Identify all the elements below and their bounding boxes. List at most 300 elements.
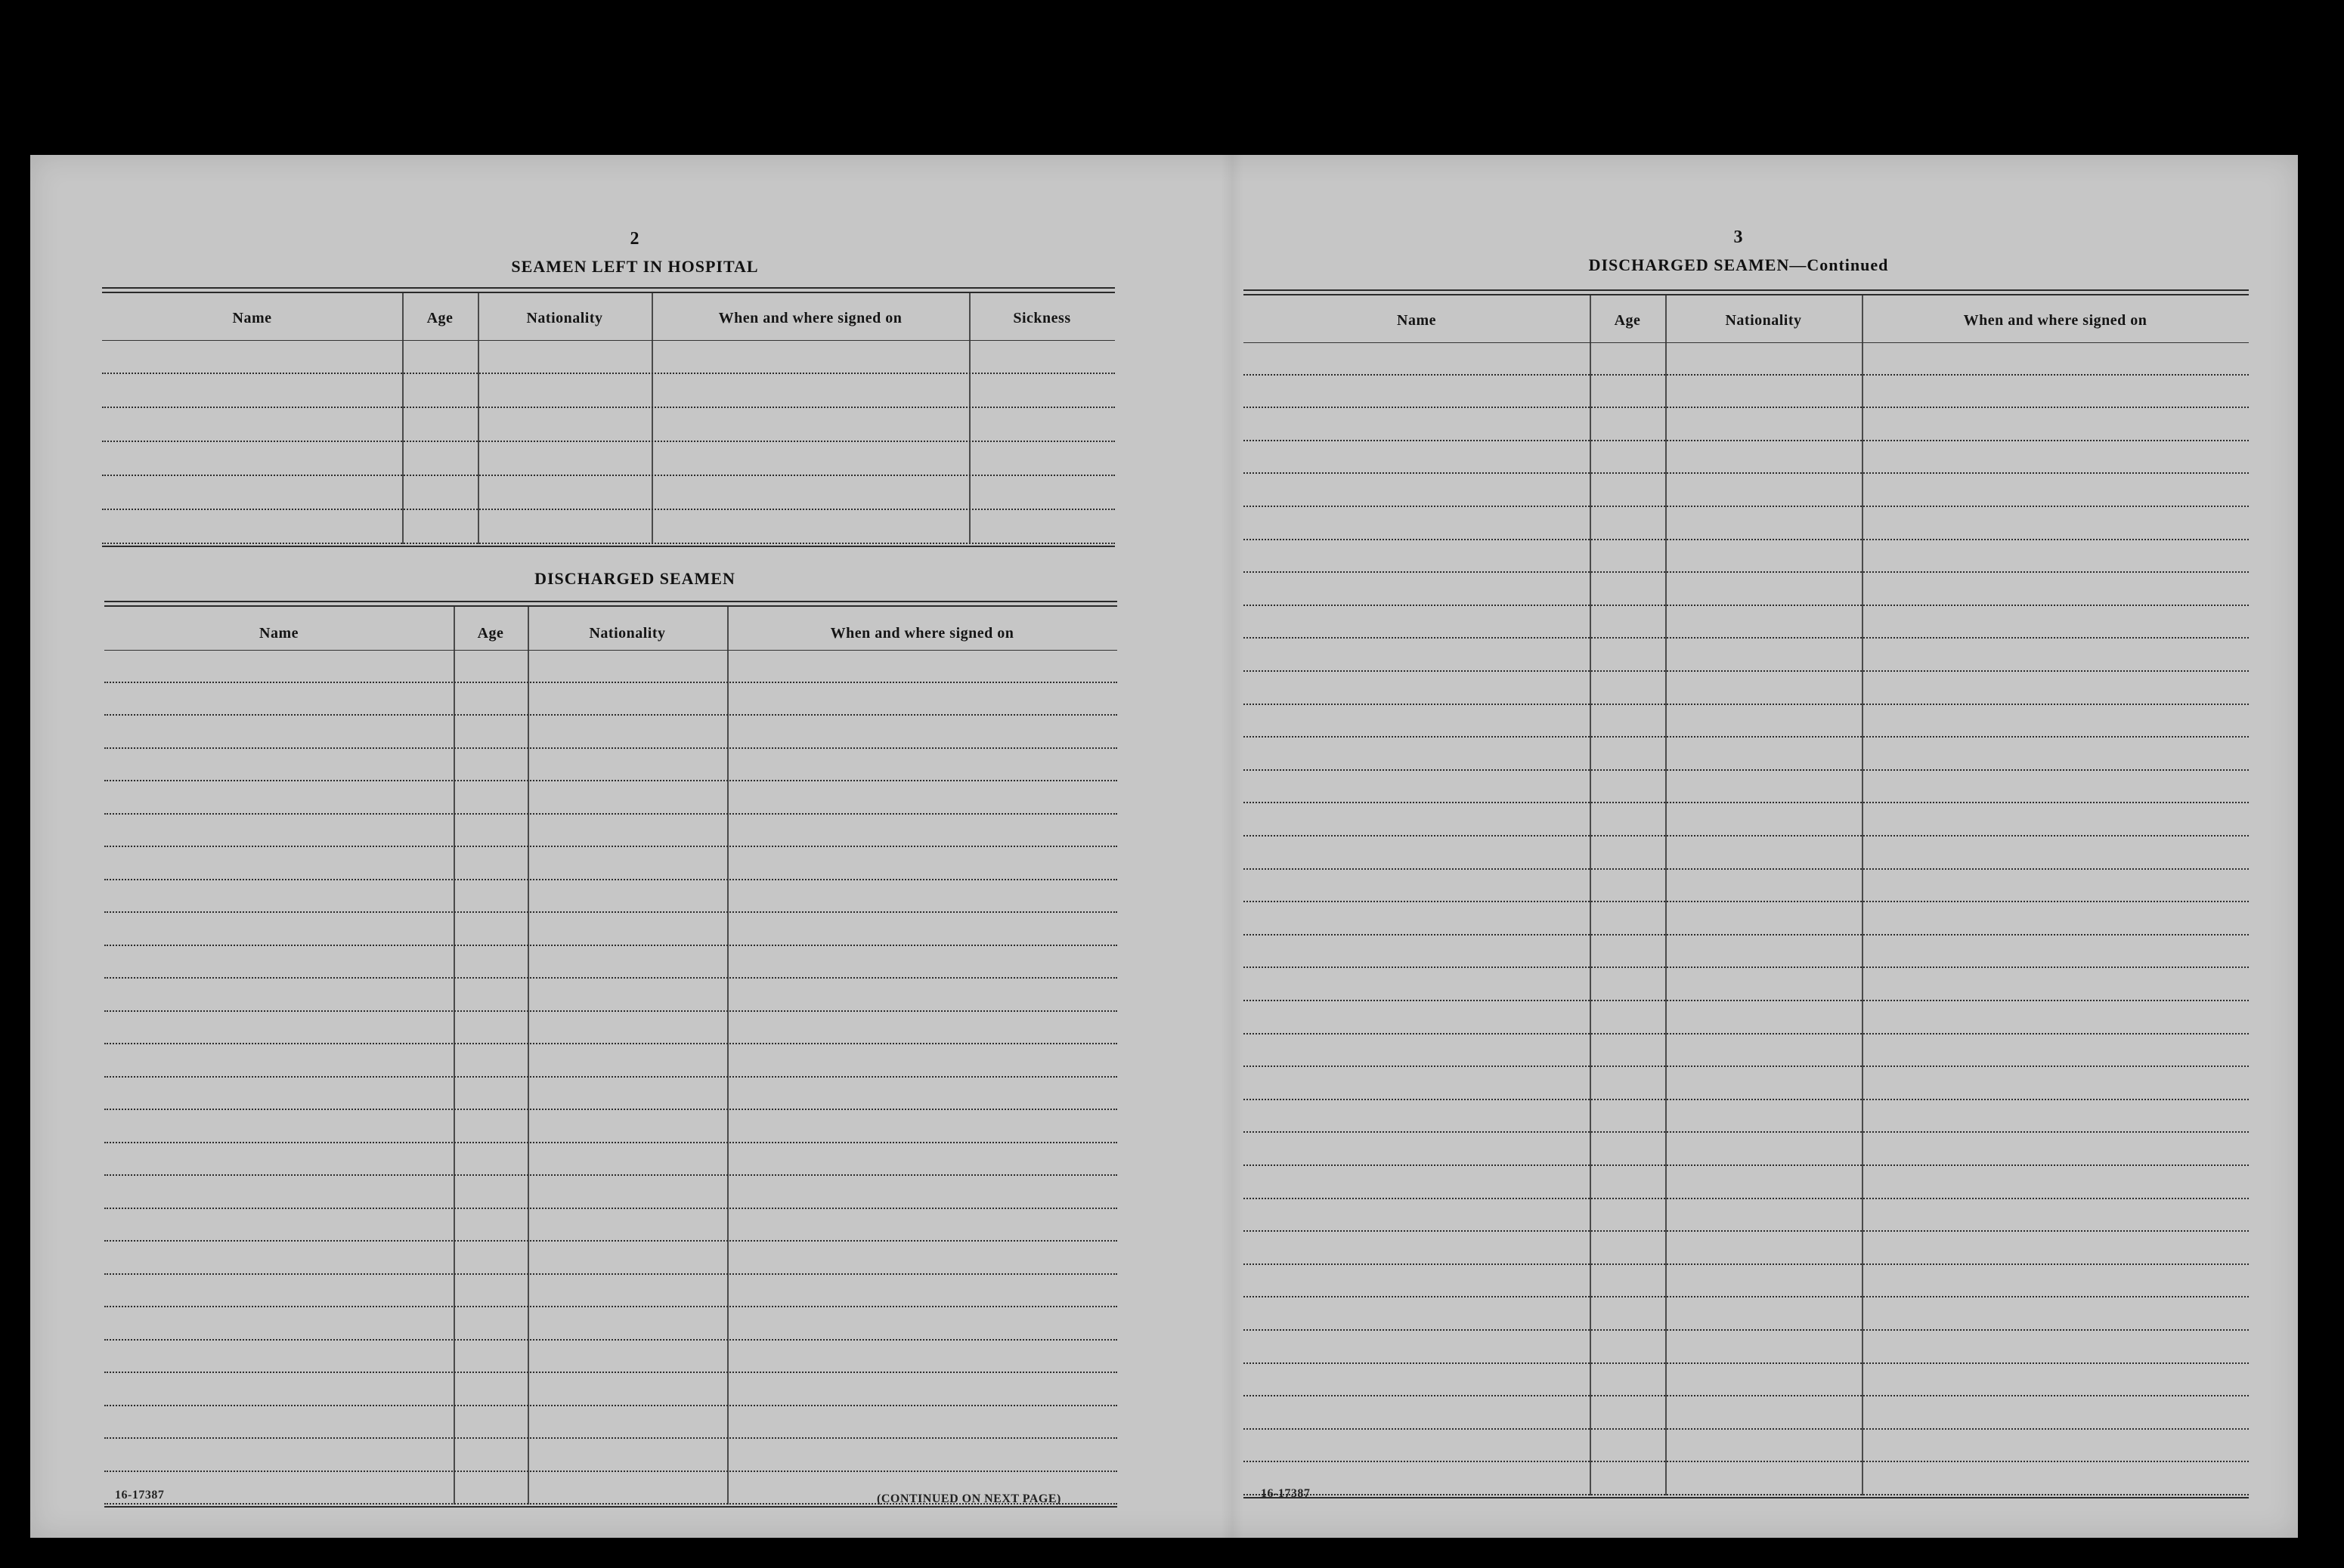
- blank-entry-field[interactable]: [1862, 408, 2249, 441]
- blank-entry-field[interactable]: [104, 946, 454, 979]
- table-row: [104, 1176, 1117, 1209]
- blank-entry-field[interactable]: [104, 716, 454, 749]
- blank-entry-field[interactable]: [1590, 1462, 1665, 1495]
- blank-entry-field[interactable]: [104, 1044, 454, 1078]
- blank-entry-field[interactable]: [1862, 1265, 2249, 1298]
- blank-entry-field[interactable]: [1590, 1232, 1665, 1265]
- blank-entry-field[interactable]: [104, 1143, 454, 1177]
- blank-entry-field[interactable]: [1665, 771, 1862, 804]
- blank-entry-field[interactable]: [104, 1110, 454, 1143]
- blank-entry-field[interactable]: [1665, 936, 1862, 969]
- blank-entry-field[interactable]: [969, 340, 1115, 374]
- blank-entry-field[interactable]: [1590, 441, 1665, 475]
- blank-entry-field[interactable]: [1862, 1001, 2249, 1035]
- blank-entry-field[interactable]: [454, 1275, 528, 1308]
- blank-entry-field[interactable]: [104, 749, 454, 782]
- blank-entry-field[interactable]: [1665, 1100, 1862, 1133]
- blank-entry-field[interactable]: [727, 1307, 1117, 1341]
- blank-entry-field[interactable]: [1590, 408, 1665, 441]
- blank-entry-field[interactable]: [1665, 837, 1862, 870]
- blank-entry-field[interactable]: [1665, 342, 1862, 376]
- blank-entry-field[interactable]: [1862, 936, 2249, 969]
- blank-entry-field[interactable]: [1862, 1331, 2249, 1364]
- blank-entry-field[interactable]: [1590, 936, 1665, 969]
- blank-entry-field[interactable]: [478, 408, 652, 442]
- blank-entry-field[interactable]: [402, 476, 478, 510]
- blank-entry-field[interactable]: [1590, 1067, 1665, 1100]
- blank-entry-field[interactable]: [478, 476, 652, 510]
- blank-entry-field[interactable]: [1590, 705, 1665, 738]
- blank-entry-field[interactable]: [727, 716, 1117, 749]
- blank-entry-field[interactable]: [1590, 1035, 1665, 1068]
- blank-entry-field[interactable]: [454, 749, 528, 782]
- blank-entry-field[interactable]: [969, 510, 1115, 544]
- blank-entry-field[interactable]: [1243, 1166, 1590, 1199]
- blank-entry-field[interactable]: [528, 1110, 727, 1143]
- blank-entry-field[interactable]: [1590, 1199, 1665, 1232]
- blank-entry-field[interactable]: [727, 815, 1117, 848]
- blank-entry-field[interactable]: [1862, 376, 2249, 409]
- blank-entry-field[interactable]: [454, 716, 528, 749]
- blank-entry-field[interactable]: [1862, 803, 2249, 837]
- blank-entry-field[interactable]: [1862, 639, 2249, 672]
- blank-entry-field[interactable]: [1665, 902, 1862, 936]
- blank-entry-field[interactable]: [1243, 540, 1590, 574]
- blank-entry-field[interactable]: [1665, 1462, 1862, 1495]
- blank-entry-field[interactable]: [969, 374, 1115, 408]
- blank-entry-field[interactable]: [528, 979, 727, 1012]
- blank-entry-field[interactable]: [727, 1439, 1117, 1472]
- blank-entry-field[interactable]: [1590, 1396, 1665, 1430]
- column-header-name: Name: [1397, 312, 1436, 329]
- blank-entry-field[interactable]: [1243, 474, 1590, 507]
- blank-entry-field[interactable]: [1243, 1331, 1590, 1364]
- blank-entry-field[interactable]: [454, 1439, 528, 1472]
- blank-entry-field[interactable]: [1862, 474, 2249, 507]
- blank-entry-field[interactable]: [104, 1373, 454, 1406]
- blank-entry-field[interactable]: [528, 1275, 727, 1308]
- blank-entry-field[interactable]: [528, 1307, 727, 1341]
- blank-entry-field[interactable]: [1665, 540, 1862, 574]
- blank-entry-field[interactable]: [1862, 672, 2249, 705]
- blank-entry-field[interactable]: [1665, 870, 1862, 903]
- blank-entry-field[interactable]: [1665, 573, 1862, 606]
- blank-entry-field[interactable]: [478, 340, 652, 374]
- blank-entry-field[interactable]: [727, 913, 1117, 946]
- blank-entry-field[interactable]: [1243, 968, 1590, 1001]
- blank-entry-field[interactable]: [454, 1209, 528, 1242]
- blank-entry-field[interactable]: [727, 1341, 1117, 1374]
- blank-entry-field[interactable]: [454, 847, 528, 880]
- blank-entry-field[interactable]: [1243, 376, 1590, 409]
- blank-entry-field[interactable]: [1665, 1199, 1862, 1232]
- blank-entry-field[interactable]: [1862, 738, 2249, 771]
- blank-entry-field[interactable]: [454, 650, 528, 683]
- blank-entry-field[interactable]: [1862, 837, 2249, 870]
- blank-entry-field[interactable]: [1590, 1364, 1665, 1397]
- blank-entry-field[interactable]: [454, 1406, 528, 1440]
- blank-entry-field[interactable]: [528, 716, 727, 749]
- blank-entry-field[interactable]: [478, 510, 652, 544]
- blank-entry-field[interactable]: [1590, 902, 1665, 936]
- blank-entry-field[interactable]: [727, 880, 1117, 914]
- blank-entry-field[interactable]: [104, 1341, 454, 1374]
- blank-entry-field[interactable]: [104, 847, 454, 880]
- blank-entry-field[interactable]: [1665, 1232, 1862, 1265]
- blank-entry-field[interactable]: [1243, 936, 1590, 969]
- blank-entry-field[interactable]: [102, 340, 402, 374]
- blank-entry-field[interactable]: [1590, 1100, 1665, 1133]
- blank-entry-field[interactable]: [1665, 1035, 1862, 1068]
- blank-entry-field[interactable]: [104, 1078, 454, 1111]
- table-row: [1243, 639, 2249, 672]
- blank-entry-field[interactable]: [1590, 1430, 1665, 1463]
- blank-entry-field[interactable]: [528, 880, 727, 914]
- blank-entry-field[interactable]: [454, 880, 528, 914]
- blank-entry-field[interactable]: [1243, 342, 1590, 376]
- blank-entry-field[interactable]: [727, 1044, 1117, 1078]
- blank-entry-field[interactable]: [528, 1242, 727, 1275]
- blank-entry-field[interactable]: [1243, 1265, 1590, 1298]
- blank-entry-field[interactable]: [454, 1242, 528, 1275]
- blank-entry-field[interactable]: [1665, 507, 1862, 540]
- blank-entry-field[interactable]: [1590, 1166, 1665, 1199]
- blank-entry-field[interactable]: [1243, 738, 1590, 771]
- blank-entry-field[interactable]: [1590, 1001, 1665, 1035]
- blank-entry-field[interactable]: [1590, 803, 1665, 837]
- blank-entry-field[interactable]: [102, 442, 402, 476]
- blank-entry-field[interactable]: [1862, 1396, 2249, 1430]
- blank-entry-field[interactable]: [104, 1012, 454, 1045]
- table-row: [1243, 1001, 2249, 1035]
- blank-entry-field[interactable]: [1590, 474, 1665, 507]
- blank-entry-field[interactable]: [1590, 1265, 1665, 1298]
- blank-entry-field[interactable]: [1665, 803, 1862, 837]
- table-row: [104, 1209, 1117, 1242]
- blank-entry-field[interactable]: [1862, 870, 2249, 903]
- blank-entry-field[interactable]: [969, 408, 1115, 442]
- blank-entry-field[interactable]: [727, 1242, 1117, 1275]
- blank-entry-field[interactable]: [528, 1373, 727, 1406]
- blank-entry-field[interactable]: [528, 781, 727, 815]
- blank-entry-field[interactable]: [727, 1110, 1117, 1143]
- blank-entry-field[interactable]: [1590, 1331, 1665, 1364]
- blank-entry-field[interactable]: [1590, 507, 1665, 540]
- blank-entry-field[interactable]: [652, 442, 969, 476]
- blank-entry-field[interactable]: [1862, 441, 2249, 475]
- blank-entry-field[interactable]: [1862, 705, 2249, 738]
- blank-entry-field[interactable]: [1243, 1001, 1590, 1035]
- blank-entry-field[interactable]: [102, 374, 402, 408]
- blank-entry-field[interactable]: [104, 880, 454, 914]
- blank-entry-field[interactable]: [1665, 441, 1862, 475]
- table-row: [1243, 1067, 2249, 1100]
- blank-entry-field[interactable]: [727, 1078, 1117, 1111]
- blank-entry-field[interactable]: [1862, 573, 2249, 606]
- blank-entry-field[interactable]: [1243, 1364, 1590, 1397]
- blank-entry-field[interactable]: [1862, 968, 2249, 1001]
- blank-entry-field[interactable]: [1243, 441, 1590, 475]
- blank-entry-field[interactable]: [1862, 771, 2249, 804]
- blank-entry-field[interactable]: [1862, 902, 2249, 936]
- blank-entry-field[interactable]: [528, 1143, 727, 1177]
- blank-entry-field[interactable]: [104, 1275, 454, 1308]
- blank-entry-field[interactable]: [1665, 705, 1862, 738]
- blank-entry-field[interactable]: [528, 1012, 727, 1045]
- blank-entry-field[interactable]: [104, 1176, 454, 1209]
- blank-entry-field[interactable]: [1243, 803, 1590, 837]
- blank-entry-field[interactable]: [727, 749, 1117, 782]
- blank-entry-field[interactable]: [402, 442, 478, 476]
- blank-entry-field[interactable]: [727, 1012, 1117, 1045]
- blank-entry-field[interactable]: [969, 442, 1115, 476]
- blank-entry-field[interactable]: [478, 374, 652, 408]
- blank-entry-field[interactable]: [1665, 1364, 1862, 1397]
- blank-entry-field[interactable]: [727, 1209, 1117, 1242]
- blank-entry-field[interactable]: [727, 1143, 1117, 1177]
- blank-entry-field[interactable]: [402, 340, 478, 374]
- blank-entry-field[interactable]: [727, 683, 1117, 716]
- blank-entry-field[interactable]: [1590, 573, 1665, 606]
- blank-entry-field[interactable]: [1590, 540, 1665, 574]
- blank-entry-field[interactable]: [454, 1044, 528, 1078]
- column-header-nationality: Nationality: [526, 310, 603, 326]
- table-row: [104, 1012, 1117, 1045]
- table-row: [104, 946, 1117, 979]
- blank-entry-field[interactable]: [104, 979, 454, 1012]
- blank-entry-field[interactable]: [104, 650, 454, 683]
- blank-entry-field[interactable]: [1665, 1430, 1862, 1463]
- blank-entry-field[interactable]: [727, 946, 1117, 979]
- table-row: [104, 1143, 1117, 1177]
- blank-entry-field[interactable]: [1243, 1133, 1590, 1166]
- blank-entry-field[interactable]: [1590, 771, 1665, 804]
- blank-entry-field[interactable]: [1243, 408, 1590, 441]
- blank-entry-field[interactable]: [1243, 672, 1590, 705]
- blank-entry-field[interactable]: [1862, 1166, 2249, 1199]
- blank-entry-field[interactable]: [528, 1472, 727, 1505]
- blank-entry-field[interactable]: [1862, 1430, 2249, 1463]
- blank-entry-field[interactable]: [104, 1242, 454, 1275]
- table-row: [1243, 1331, 2249, 1364]
- blank-entry-field[interactable]: [528, 1078, 727, 1111]
- blank-entry-field[interactable]: [727, 650, 1117, 683]
- blank-entry-field[interactable]: [969, 476, 1115, 510]
- blank-entry-field[interactable]: [528, 815, 727, 848]
- blank-entry-field[interactable]: [1862, 1199, 2249, 1232]
- blank-entry-field[interactable]: [1243, 573, 1590, 606]
- blank-entry-field[interactable]: [1862, 606, 2249, 639]
- blank-entry-field[interactable]: [1665, 1331, 1862, 1364]
- blank-entry-field[interactable]: [528, 1209, 727, 1242]
- blank-entry-field[interactable]: [1665, 639, 1862, 672]
- blank-entry-field[interactable]: [1665, 606, 1862, 639]
- blank-entry-field[interactable]: [1243, 1396, 1590, 1430]
- blank-entry-field[interactable]: [1862, 1035, 2249, 1068]
- blank-entry-field[interactable]: [454, 1373, 528, 1406]
- table-row: [1243, 376, 2249, 409]
- blank-entry-field[interactable]: [1243, 837, 1590, 870]
- blank-entry-field[interactable]: [1590, 672, 1665, 705]
- blank-entry-field[interactable]: [528, 847, 727, 880]
- blank-entry-field[interactable]: [1590, 639, 1665, 672]
- column-header-name: Name: [259, 625, 299, 642]
- blank-entry-field[interactable]: [454, 1012, 528, 1045]
- column-header-age: Age: [426, 310, 454, 326]
- blank-entry-field[interactable]: [1665, 1133, 1862, 1166]
- blank-entry-field[interactable]: [528, 913, 727, 946]
- blank-entry-field[interactable]: [727, 1406, 1117, 1440]
- blank-entry-field[interactable]: [1590, 968, 1665, 1001]
- blank-entry-field[interactable]: [1665, 1067, 1862, 1100]
- blank-entry-field[interactable]: [1862, 1100, 2249, 1133]
- blank-entry-field[interactable]: [454, 913, 528, 946]
- blank-entry-field[interactable]: [652, 510, 969, 544]
- table-row: [1243, 837, 2249, 870]
- blank-entry-field[interactable]: [727, 847, 1117, 880]
- table-row: [102, 476, 1115, 510]
- blank-entry-field[interactable]: [1862, 1232, 2249, 1265]
- blank-entry-field[interactable]: [1590, 870, 1665, 903]
- blank-entry-field[interactable]: [1590, 837, 1665, 870]
- blank-entry-field[interactable]: [454, 1143, 528, 1177]
- blank-entry-field[interactable]: [1243, 1297, 1590, 1331]
- blank-entry-field[interactable]: [1665, 1166, 1862, 1199]
- blank-entry-field[interactable]: [102, 408, 402, 442]
- blank-entry-field[interactable]: [652, 374, 969, 408]
- table-row: [1243, 1297, 2249, 1331]
- blank-entry-field[interactable]: [454, 781, 528, 815]
- blank-entry-field[interactable]: [1665, 1297, 1862, 1331]
- blank-entry-field[interactable]: [1243, 705, 1590, 738]
- blank-entry-field[interactable]: [528, 946, 727, 979]
- blank-entry-field[interactable]: [528, 650, 727, 683]
- blank-entry-field[interactable]: [1862, 1067, 2249, 1100]
- blank-entry-field[interactable]: [104, 683, 454, 716]
- blank-entry-field[interactable]: [402, 408, 478, 442]
- blank-entry-field[interactable]: [454, 946, 528, 979]
- blank-entry-field[interactable]: [1243, 1100, 1590, 1133]
- right-section-title: DISCHARGED SEAMEN—Continued: [1588, 255, 1889, 274]
- blank-entry-field[interactable]: [1862, 540, 2249, 574]
- blank-entry-field[interactable]: [104, 1307, 454, 1341]
- blank-entry-field[interactable]: [454, 979, 528, 1012]
- blank-entry-field[interactable]: [652, 408, 969, 442]
- blank-entry-field[interactable]: [454, 1341, 528, 1374]
- blank-entry-field[interactable]: [1862, 507, 2249, 540]
- blank-entry-field[interactable]: [652, 476, 969, 510]
- blank-entry-field[interactable]: [1590, 376, 1665, 409]
- blank-entry-field[interactable]: [652, 340, 969, 374]
- blank-entry-field[interactable]: [104, 913, 454, 946]
- blank-entry-field[interactable]: [727, 781, 1117, 815]
- blank-entry-field[interactable]: [1862, 342, 2249, 376]
- blank-entry-field[interactable]: [727, 1275, 1117, 1308]
- blank-entry-field[interactable]: [454, 1307, 528, 1341]
- blank-entry-field[interactable]: [1243, 902, 1590, 936]
- blank-entry-field[interactable]: [1243, 507, 1590, 540]
- blank-entry-field[interactable]: [1665, 1396, 1862, 1430]
- blank-entry-field[interactable]: [1665, 474, 1862, 507]
- table-row: [104, 1110, 1117, 1143]
- blank-entry-field[interactable]: [454, 1176, 528, 1209]
- blank-entry-field[interactable]: [1665, 672, 1862, 705]
- table-row: [1243, 573, 2249, 606]
- table-row: [104, 1307, 1117, 1341]
- blank-entry-field[interactable]: [454, 1078, 528, 1111]
- blank-entry-field[interactable]: [1862, 1297, 2249, 1331]
- blank-entry-field[interactable]: [478, 442, 652, 476]
- blank-entry-field[interactable]: [528, 1044, 727, 1078]
- blank-entry-field[interactable]: [528, 1406, 727, 1440]
- blank-entry-field[interactable]: [528, 749, 727, 782]
- blank-entry-field[interactable]: [454, 1472, 528, 1505]
- blank-entry-field[interactable]: [1243, 1067, 1590, 1100]
- blank-entry-field[interactable]: [1243, 639, 1590, 672]
- blank-entry-field[interactable]: [1862, 1133, 2249, 1166]
- blank-entry-field[interactable]: [1243, 870, 1590, 903]
- blank-entry-field[interactable]: [528, 1439, 727, 1472]
- blank-entry-field[interactable]: [1665, 408, 1862, 441]
- column-header-when-and-where-signed-on: When and where signed on: [718, 310, 903, 326]
- blank-entry-field[interactable]: [1243, 606, 1590, 639]
- discharged-section-title: DISCHARGED SEAMEN: [534, 569, 735, 588]
- blank-entry-field[interactable]: [104, 1209, 454, 1242]
- blank-entry-field[interactable]: [528, 1176, 727, 1209]
- blank-entry-field[interactable]: [102, 510, 402, 544]
- blank-entry-field[interactable]: [402, 374, 478, 408]
- blank-entry-field[interactable]: [454, 815, 528, 848]
- blank-entry-field[interactable]: [528, 683, 727, 716]
- blank-entry-field[interactable]: [1590, 1297, 1665, 1331]
- blank-entry-field[interactable]: [1665, 1265, 1862, 1298]
- blank-entry-field[interactable]: [1243, 1232, 1590, 1265]
- table-row: [1243, 540, 2249, 574]
- blank-entry-field[interactable]: [104, 1406, 454, 1440]
- blank-entry-field[interactable]: [454, 1110, 528, 1143]
- blank-entry-field[interactable]: [104, 1439, 454, 1472]
- table-row: [102, 374, 1115, 408]
- blank-entry-field[interactable]: [1665, 968, 1862, 1001]
- blank-entry-field[interactable]: [727, 1373, 1117, 1406]
- blank-entry-field[interactable]: [102, 476, 402, 510]
- blank-entry-field[interactable]: [1590, 606, 1665, 639]
- blank-entry-field[interactable]: [1243, 771, 1590, 804]
- table-row: [104, 1242, 1117, 1275]
- blank-entry-field[interactable]: [1590, 342, 1665, 376]
- blank-entry-field[interactable]: [1665, 1001, 1862, 1035]
- blank-entry-field[interactable]: [1590, 738, 1665, 771]
- blank-entry-field[interactable]: [454, 683, 528, 716]
- blank-entry-field[interactable]: [104, 815, 454, 848]
- table-row: [102, 510, 1115, 544]
- table-row: [1243, 1199, 2249, 1232]
- blank-entry-field[interactable]: [1862, 1364, 2249, 1397]
- blank-entry-field[interactable]: [727, 979, 1117, 1012]
- blank-entry-field[interactable]: [1665, 376, 1862, 409]
- blank-entry-field[interactable]: [1243, 1035, 1590, 1068]
- blank-entry-field[interactable]: [528, 1341, 727, 1374]
- blank-entry-field[interactable]: [1243, 1199, 1590, 1232]
- blank-entry-field[interactable]: [402, 510, 478, 544]
- blank-entry-field[interactable]: [1862, 1462, 2249, 1495]
- blank-entry-field[interactable]: [727, 1176, 1117, 1209]
- blank-entry-field[interactable]: [104, 781, 454, 815]
- table-row: [1243, 705, 2249, 738]
- blank-entry-field[interactable]: [1590, 1133, 1665, 1166]
- blank-entry-field[interactable]: [1243, 1430, 1590, 1463]
- blank-entry-field[interactable]: [1665, 738, 1862, 771]
